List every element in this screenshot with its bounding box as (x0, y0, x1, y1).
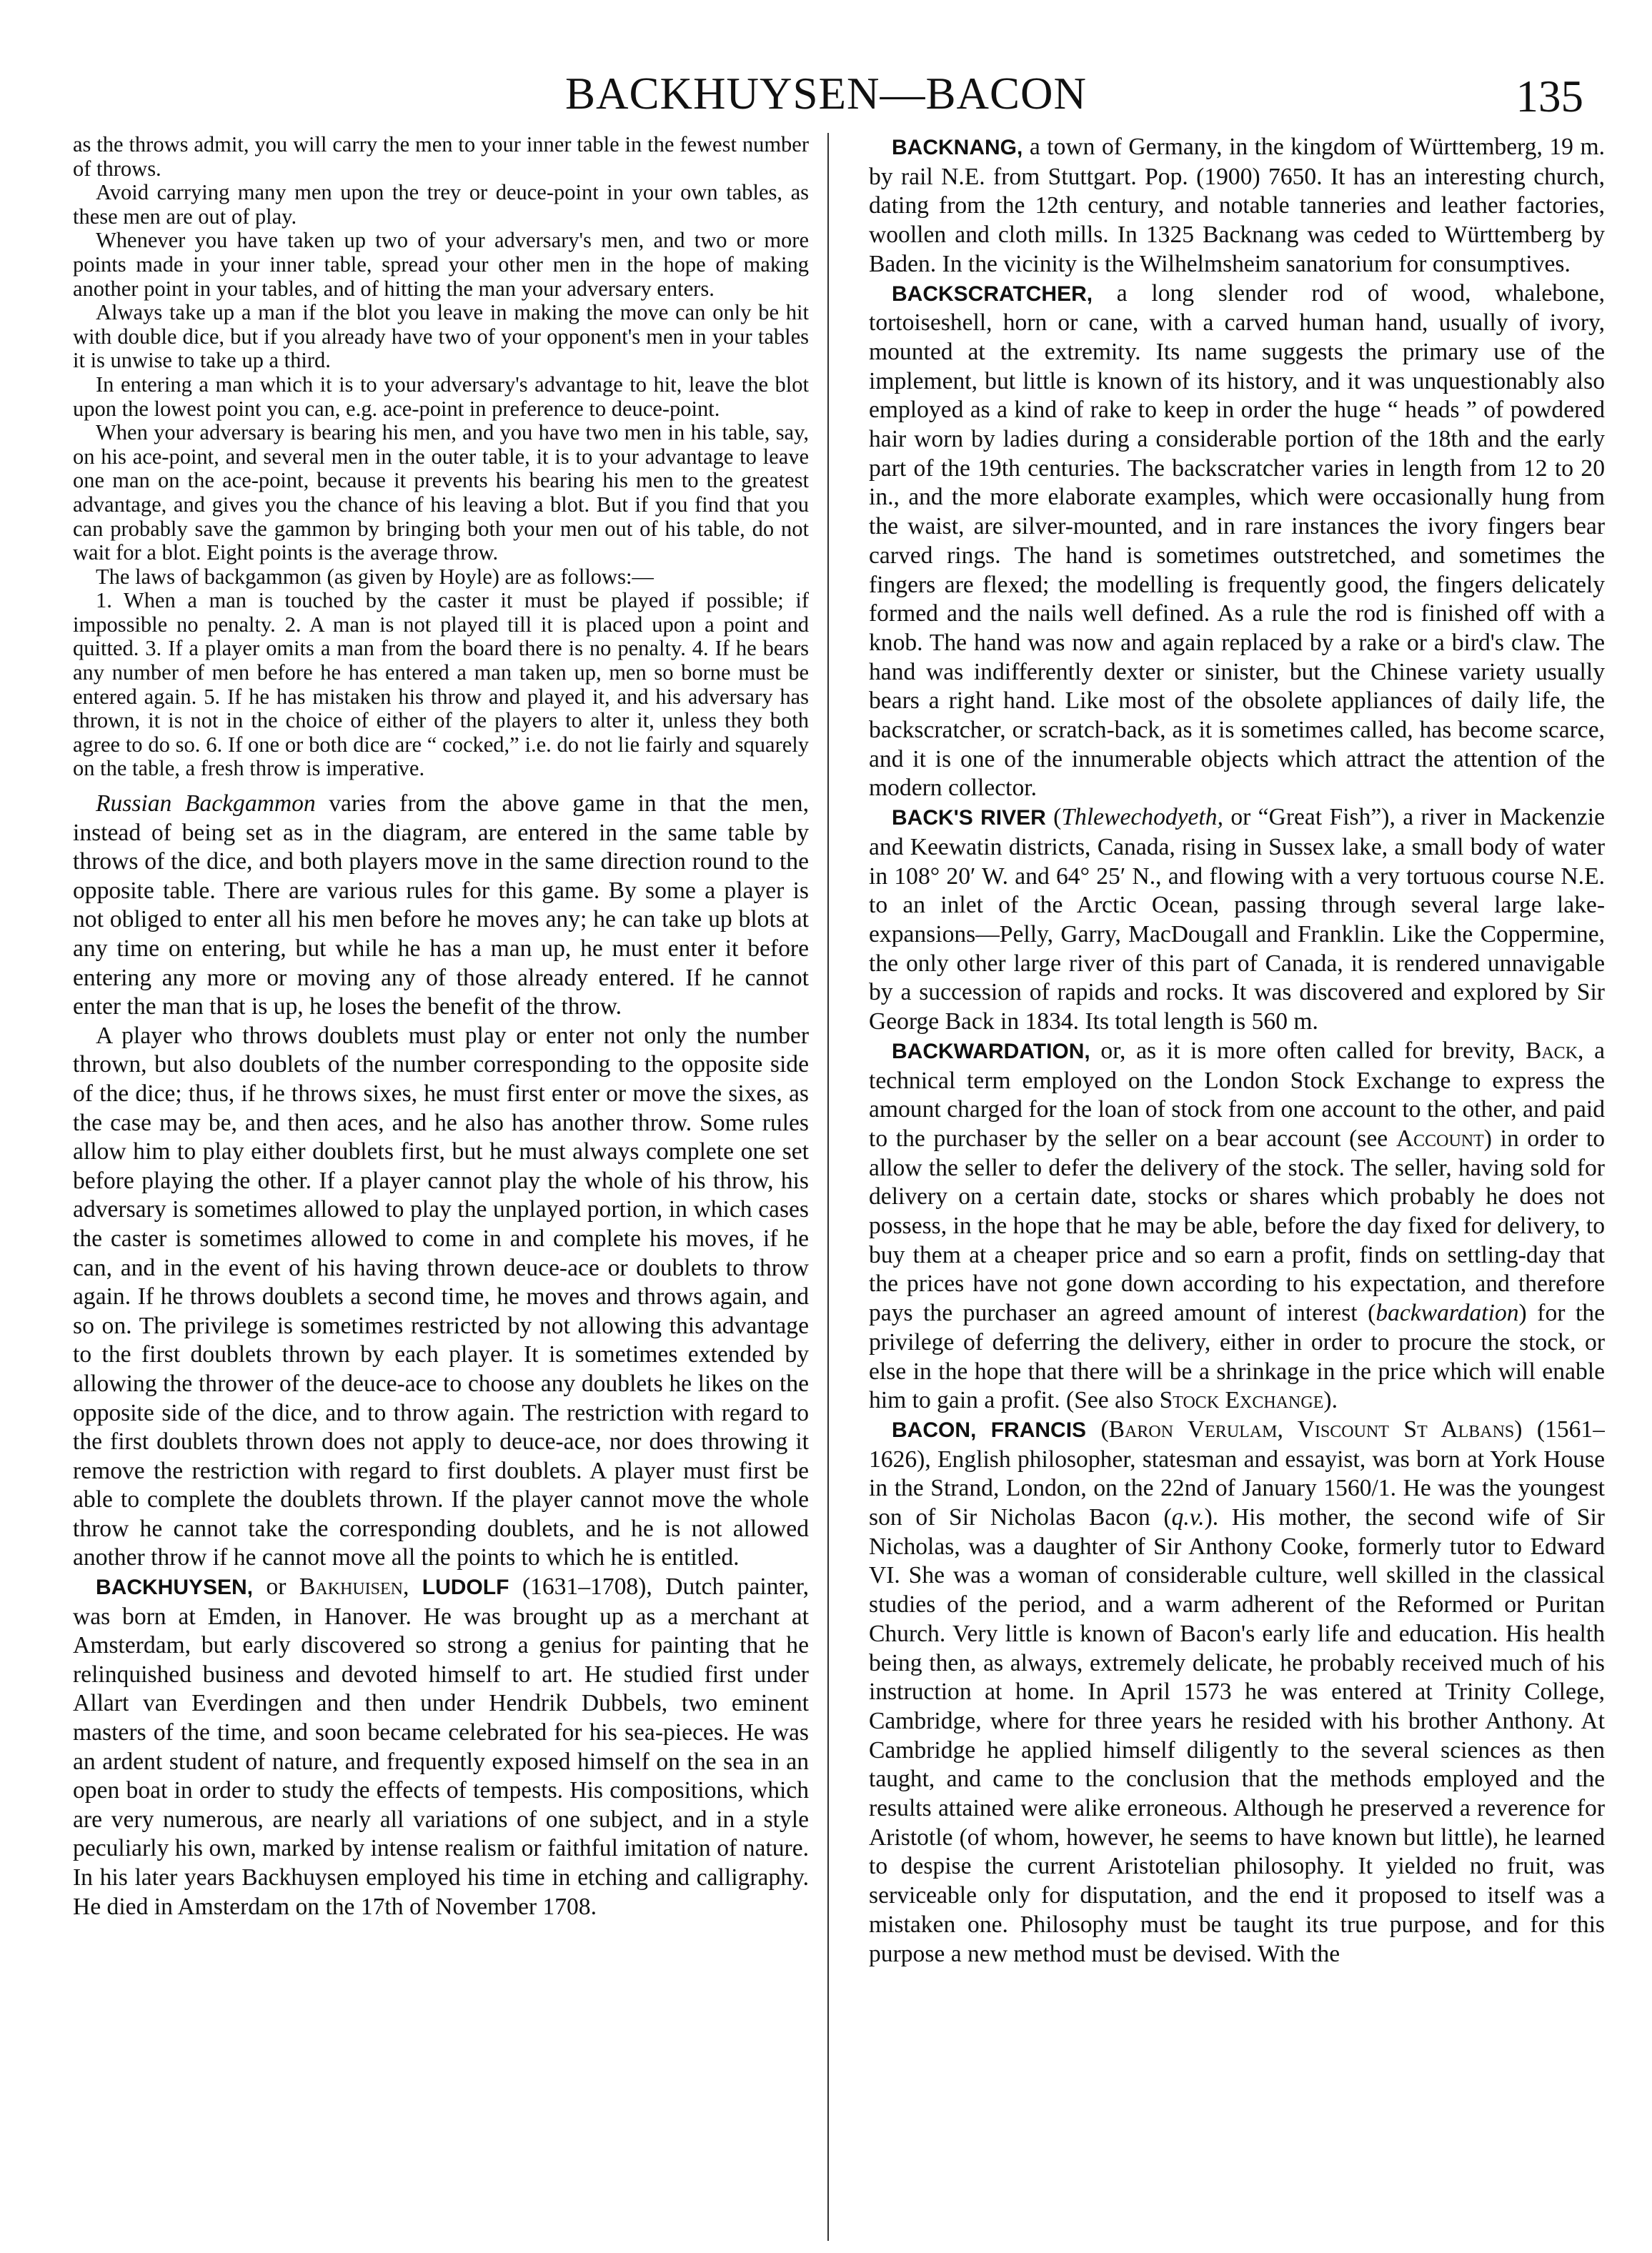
page-number: 135 (1516, 71, 1583, 121)
backgammon-rules (73, 133, 809, 781)
doublets-paragraph: A player who throws doublets must play or enter not only the number thrown, but also doublets of the number corresponding to the opposite side of the dice; thus, if he throws sixes, he must first enter or move the sixes, as the case may be, and then aces, and he also has another throw. Some rules allow him to play either doublets first, but he must always complete one set before playing the other. If a player cannot play the whole of his throw, his adversary is sometimes allowed to play the unplayed portion, in which cases the caster is sometimes allowed to come in and complete his moves, if he can, and in the event of his having thrown deuce-ace or doublets to throw again. If he throws doublets a second time, he moves and throws again, and so on. The privilege is sometimes restricted by not allowing this advantage to the first doublets thrown by each player. It is sometimes extended by allowing the thrower of the deuce-ace to choose any doublets he likes on the opposite side of the dice, and to throw again. The restriction with regard to the first doublets thrown does not apply to deuce-ace, nor does throwing it remove the restriction with regard to first doublets. A player must first be able to complete the doublets thrown. If the player cannot move the whole throw he cannot take the corresponding doublets, and he is not allowed another throw if he cannot move all the points to which he is entitled. (73, 1022, 809, 1571)
rule-paragraph: Whenever you have taken up two of your adversary's men, and two or more points made in your inner table, spread your other men in the hope of making another point in your tables, and of hitting the man your adversary enters. (73, 228, 809, 301)
entry-text: ) (1561–1626), English philosopher, statesman and essayist, was born at York House in the Strand, London, on the 22nd of January 1560/1. He was the youngest son of Sir Nicholas Bacon ( (869, 1416, 1605, 1531)
entry-text: ). (1323, 1387, 1338, 1414)
laws-paragraph: 1. When a man is touched by the caster it must be played if possible; if impossible no penalty. 2. A man is not played till it is placed upon a point and quitted. 3. If a player omits a man from the board there is no penalty. 4. If he bears any number of men before he has entered a man taken up, men so borne must be entered again. 5. If he has mistaken his throw and played it, and his adversary has thrown, it is not in the choice of either of the players to alter it, unless they both agree to do so. 6. If one or both dice are “ cocked,” i.e. do not lie fairly and squarely on the table, a fresh throw is imperative. (73, 588, 809, 781)
cross-ref-qv: q.v. (1171, 1504, 1205, 1531)
entry-headword: BACKHUYSEN, (96, 1576, 254, 1600)
rule-paragraph: The laws of backgammon (as given by Hoyle) are as follows:— (96, 564, 654, 589)
right-column (869, 133, 1605, 2244)
entry-backnang (869, 133, 1605, 279)
entry-headword: BACON, FRANCIS (892, 1418, 1087, 1442)
rule-paragraph: as the throws admit, you will carry the men to your inner table in the fewest number of throws. (73, 133, 809, 181)
running-title: BACKHUYSEN—BACON (564, 69, 1088, 119)
left-column (73, 133, 809, 2244)
entry-headword: BACKSCRATCHER, (892, 282, 1093, 306)
page-header (0, 61, 1652, 126)
rule-paragraph: Avoid carrying many men upon the trey or deuce-point in your own tables, as these men are out of play. (73, 180, 809, 229)
entry-titles: Baron Verulam, Viscount St Albans (1108, 1416, 1515, 1443)
entry-given-name: LUDOLF (409, 1576, 509, 1600)
entry-text: ) in order to allow the seller to defer the delivery of the stock. The seller, having sold for delivery on a certain date, stocks or shares which probably he does not possess, in the hope that he may be able, before the day fixed for delivery, to buy them at a cheaper price and so earn a profit, finds on settling-day that the prices have not gone down according to his expectation, and therefore pays the purchaser an agreed amount of interest ( (869, 1125, 1605, 1327)
entry-text: ( (1045, 804, 1062, 831)
entry-text: or, as it is more often called for brevity, (1090, 1037, 1526, 1064)
entry-bacon (869, 1416, 1605, 1969)
term-backwardation: backwardation (1375, 1300, 1519, 1327)
entry-text: ) for the privilege of deferring the delivery, either in order to procure the stock, or else in the hope that there will be a shrinkage in the price which will enable him to gain a profit. (See also (869, 1300, 1605, 1414)
entry-headword: BACKWARDATION, (892, 1039, 1090, 1063)
russian-backgammon-paragraph (73, 790, 809, 1022)
rule-paragraph: When your adversary is bearing his men, and you have two men in his table, say, on his ace-point, and several men in the outer table, it is to your advantage to leave one man on the ace-point, because it prevents his bearing his men to the greatest advantage, and gives you the chance of his leaving a blot. But if you find that you can probably save the gammon by bringing both your men out of his table, do not wait for a blot. Eight points is the average throw. (73, 420, 809, 565)
column-divider (827, 133, 829, 2241)
entry-text: a town of Germany, in the kingdom of Württemberg, 19 m. by rail N.E. from Stuttgart. Pop. (1900) 7650. It has an interesting church, dating from the 12th century, and notable tanneries and leather factories, woollen and cloth mills. In 1325 Backnang was ceded to Württemberg by Baden. In the vicinity is the Wilhelmsheim sanatorium for consumptives. (869, 134, 1605, 277)
entry-text: or (253, 1573, 299, 1601)
entry-backhuysen (73, 1573, 809, 1921)
entry-text: ( (1086, 1416, 1109, 1443)
russian-backgammon-text: varies from the above game in that the men, instead of being set as in the diagram, are entered in the same table by throws of the dice, and both players move in the same direction round to the opposite table. There are various rules for this game. By some a player is not obliged to enter all his men before he moves any; he can take up blots at any time on entering, but while he has a man up, he must enter it before entering any more or moving any of those already entered. If he cannot enter the man that is up, he loses the benefit of the throw. (73, 790, 809, 1020)
entry-alt-name: Bakhuisen, (299, 1573, 409, 1601)
entry-backscratcher (869, 279, 1605, 804)
cross-ref-account: Account (1395, 1125, 1484, 1152)
russian-backgammon-title: Russian Backgammon (96, 790, 316, 817)
entry-native-name: Thlewechodyeth, (1061, 804, 1223, 831)
entry-headword: BACKNANG, (892, 136, 1023, 159)
cross-ref-back: Back (1525, 1037, 1578, 1064)
entry-backs-river (869, 803, 1605, 1037)
entry-text: ). His mother, the second wife of Sir Nicholas, was a daughter of Sir Anthony Cooke, formerly tutor to Edward VI. She was a woman of considerable culture, well skilled in the classical studies of the period, and a warm adherent of the Reformed or Puritan Church. Very little is known of Bacon's early life and education. His health being then, as always, extremely delicate, he probably received much of his instruction at home. In April 1573 he was entered at Trinity College, Cambridge, where for three years he resided with his brother Anthony. At Cambridge he applied himself diligently to the several sciences as then taught, and came to the conclusion that the methods employed and the results attained were alike erroneous. Although he preserved a reverence for Aristotle (of whom, however, he seems to have known but little), he learned to despise the current Aristotelian philosophy. It yielded no fruit, was serviceable only for disputation, and the end it proposed to itself was a mistaken one. Philosophy must be taught its true purpose, and for this purpose a new method must be devised. With the (869, 1504, 1605, 1967)
entry-text: (1631–1708), Dutch painter, was born at Emden, in Hanover. He was brought up as a merchant at Amsterdam, but early discovered so strong a genius for painting that he relinquished business and devoted himself to art. He studied first under Allart van Everdingen and then under Hendrik Dubbels, two eminent masters of the time, and soon became celebrated for his sea-pieces. He was an ardent student of nature, and frequently exposed himself on the sea in an open boat in order to study the effects of tempests. His compositions, which are very numerous, are nearly all variations of one subject, and in a style peculiarly his own, marked by intense realism or faithful imitation of nature. In his later years Backhuysen employed his time in etching and calligraphy. He died in Amsterdam on the 17th of November 1708. (73, 1573, 809, 1920)
rule-paragraph: Always take up a man if the blot you leave in making the move can only be hit with double dice, but if you already have two of your opponent's men in your tables it is unwise to take up a third. (73, 300, 809, 373)
entry-text: a long slender rod of wood, whalebone, tortoiseshell, horn or cane, with a carved human hand, usually of ivory, mounted at the extremity. Its name suggests the primary use of the implement, but little is known of its history, and it was unquestionably also employed as a kind of rake to keep in order the huge “ heads ” of powdered hair worn by ladies during a considerable portion of the 18th and the early part of the 19th centuries. The backscratcher varies in length from 12 to 20 in., and the more elaborate examples, which were occasionally hung from the waist, are silver-mounted, and in rare instances the ivory fingers bear carved rings. The hand is sometimes outstretched, and sometimes the fingers are flexed; the modelling is frequently good, the fingers delicately formed and the nails well defined. As a rule the rod is finished off with a knob. The hand was now and again replaced by a rake or a bird's claw. The hand was indifferently dexter or sinister, but the Chinese variety usually bears a right hand. Like most of the obsolete appliances of daily life, the backscratcher, or scratch-back, as it is sometimes called, has become scarce, and it is one of the innumerable objects which attract the attention of the modern collector. (869, 279, 1605, 802)
entry-text: , a technical term employed on the London Stock Exchange to express the amount charged for the loan of stock from one account to the other, and paid to the purchaser by the seller on a bear account (see (869, 1037, 1605, 1152)
cross-ref-stock-exchange: Stock Exchange (1159, 1387, 1324, 1414)
entry-text: or “Great Fish”), a river in Mackenzie and Keewatin districts, Canada, rising in Sussex lake, a small body of water in 108° 20′ W. and 64° 25′ N., and flowing with a very tortuous course N.E. to an inlet of the Arctic Ocean, passing through several large lake-expansions—Pelly, Garry, MacDougall and Franklin. Like the Coppermine, the only other large river of this part of Canada, it is rendered unnavigable by a succession of rapids and rocks. It was discovered and explored by Sir George Back in 1834. Its total length is 560 m. (869, 804, 1605, 1035)
entry-backwardation (869, 1037, 1605, 1416)
entry-headword: BACK'S RIVER (892, 806, 1046, 830)
rule-paragraph: In entering a man which it is to your adversary's advantage to hit, leave the blot upon the lowest point you can, e.g. ace-point in preference to deuce-point. (73, 372, 809, 421)
